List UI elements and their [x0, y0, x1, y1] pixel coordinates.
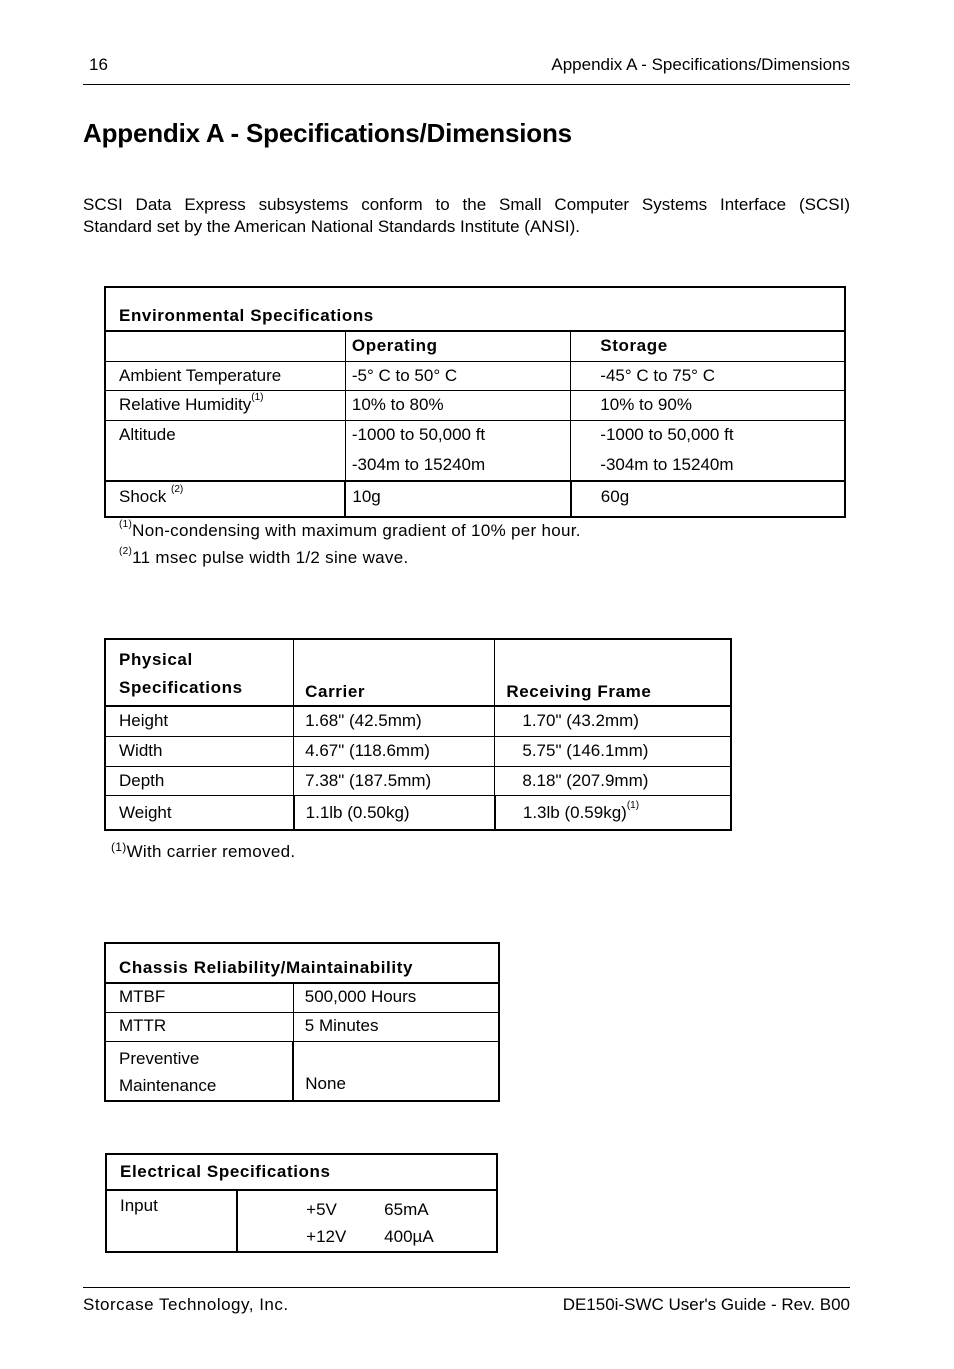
phys-row-label: Depth	[105, 766, 294, 795]
current: 65mA	[384, 1200, 429, 1219]
footnote-mark: (2)	[119, 546, 133, 557]
footnote-text: 11 msec pulse width 1/2 sine wave.	[132, 548, 409, 567]
env-row-label-text: Relative Humidity	[119, 394, 252, 414]
phys-row-label: Width	[105, 736, 294, 766]
env-row-storage: 10% to 90%	[571, 390, 845, 420]
footer-rule	[83, 1287, 850, 1288]
env-row-label	[105, 481, 345, 517]
footnote-mark: (2)	[170, 483, 184, 495]
physical-table	[104, 638, 732, 831]
chassis-table	[104, 942, 500, 1102]
electrical-line	[306, 1223, 496, 1250]
physical-title-line-1: Physical	[119, 650, 193, 669]
electrical-title: Electrical Specifications	[106, 1154, 497, 1190]
phys-row-label: Height	[105, 706, 294, 736]
physical-title	[105, 639, 294, 706]
page-number: 16	[89, 55, 108, 74]
chassis-row-value: 500,000 Hours	[293, 983, 499, 1012]
phys-footnote	[111, 842, 295, 862]
voltage: +12V	[306, 1227, 347, 1246]
chassis-row-label: MTTR	[105, 1012, 293, 1041]
col-storage: Storage	[571, 331, 845, 361]
chassis-row-label	[105, 1041, 293, 1101]
phys-row-frame-text: 1.3lb (0.59kg)	[522, 802, 627, 822]
environmental-empty-header	[105, 331, 345, 361]
col-carrier: Carrier	[294, 639, 495, 706]
env-row-label: Ambient Temperature	[105, 361, 345, 390]
phys-row-frame: 8.18" (207.9mm)	[495, 766, 731, 795]
env-altitude-st-m: -304m to 15240m	[600, 454, 734, 474]
footnote-mark: (1)	[111, 840, 127, 854]
env-row-storage	[571, 420, 845, 481]
env-row-operating: 10% to 80%	[345, 390, 570, 420]
phys-row-frame: 1.70" (43.2mm)	[495, 706, 731, 736]
intro-line-2: Standard set by the American National Standards Institute (ANSI).	[83, 217, 581, 236]
page-title: Appendix A - Specifications/Dimensions	[83, 118, 572, 148]
header-rule	[83, 84, 850, 85]
electrical-line	[306, 1196, 496, 1223]
chassis-label-line-2: Maintenance	[119, 1075, 217, 1095]
env-row-storage: 60g	[571, 481, 845, 517]
chassis-row-label: MTBF	[105, 983, 293, 1012]
voltage: +5V	[306, 1200, 337, 1219]
chassis-row-value: None	[293, 1041, 499, 1101]
env-altitude-st-ft: -1000 to 50,000 ft	[600, 424, 734, 444]
environmental-table	[104, 286, 846, 518]
env-footnote-1	[119, 521, 581, 541]
env-altitude-op-ft: -1000 to 50,000 ft	[351, 424, 486, 444]
col-operating: Operating	[345, 331, 570, 361]
phys-row-frame: 5.75" (146.1mm)	[495, 736, 731, 766]
footnote-text: With carrier removed.	[126, 842, 296, 861]
electrical-table	[105, 1153, 498, 1253]
running-title: Appendix A - Specifications/Dimensions	[551, 55, 850, 74]
env-row-storage: -45° C to 75° C	[571, 361, 845, 390]
footer-company: Storcase Technology, Inc.	[83, 1295, 289, 1314]
col-receiving-frame: Receiving Frame	[495, 639, 731, 706]
footnote-text: Non-condensing with maximum gradient of 10% per hour.	[132, 521, 581, 540]
environmental-title: Environmental Specifications	[105, 287, 845, 331]
env-altitude-op-m: -304m to 15240m	[351, 454, 486, 474]
env-row-operating: -5° C to 50° C	[345, 361, 570, 390]
env-row-operating: 10g	[345, 481, 570, 517]
footnote-mark: (1)	[626, 799, 640, 811]
env-row-label: Altitude	[105, 420, 345, 481]
env-footnote-2	[119, 548, 408, 568]
phys-row-label: Weight	[105, 795, 294, 830]
phys-row-carrier: 1.68" (42.5mm)	[294, 706, 495, 736]
env-row-label	[105, 390, 345, 420]
footer-guide: DE150i-SWC User's Guide - Rev. B00	[562, 1295, 850, 1314]
chassis-row-value: 5 Minutes	[293, 1012, 499, 1041]
physical-title-line-2: Specifications	[119, 678, 243, 697]
footnote-mark: (1)	[251, 391, 264, 403]
electrical-values	[237, 1190, 497, 1252]
phys-row-carrier: 4.67" (118.6mm)	[294, 736, 495, 766]
phys-row-carrier: 1.1lb (0.50kg)	[294, 795, 495, 830]
chassis-label-line-1: Preventive	[119, 1048, 200, 1068]
current: 400µA	[384, 1227, 434, 1246]
phys-row-carrier: 7.38" (187.5mm)	[294, 766, 495, 795]
electrical-label: Input	[106, 1190, 237, 1252]
env-row-label-text: Shock	[119, 486, 167, 506]
intro-line-1: SCSI Data Express subsystems conform to the Small Computer Systems Interface (SCSI)	[83, 195, 850, 214]
env-row-operating	[345, 420, 570, 481]
phys-row-frame	[495, 795, 731, 830]
chassis-title: Chassis Reliability/Maintainability	[105, 943, 499, 983]
footnote-mark: (1)	[119, 519, 133, 530]
intro-paragraph	[83, 194, 850, 238]
